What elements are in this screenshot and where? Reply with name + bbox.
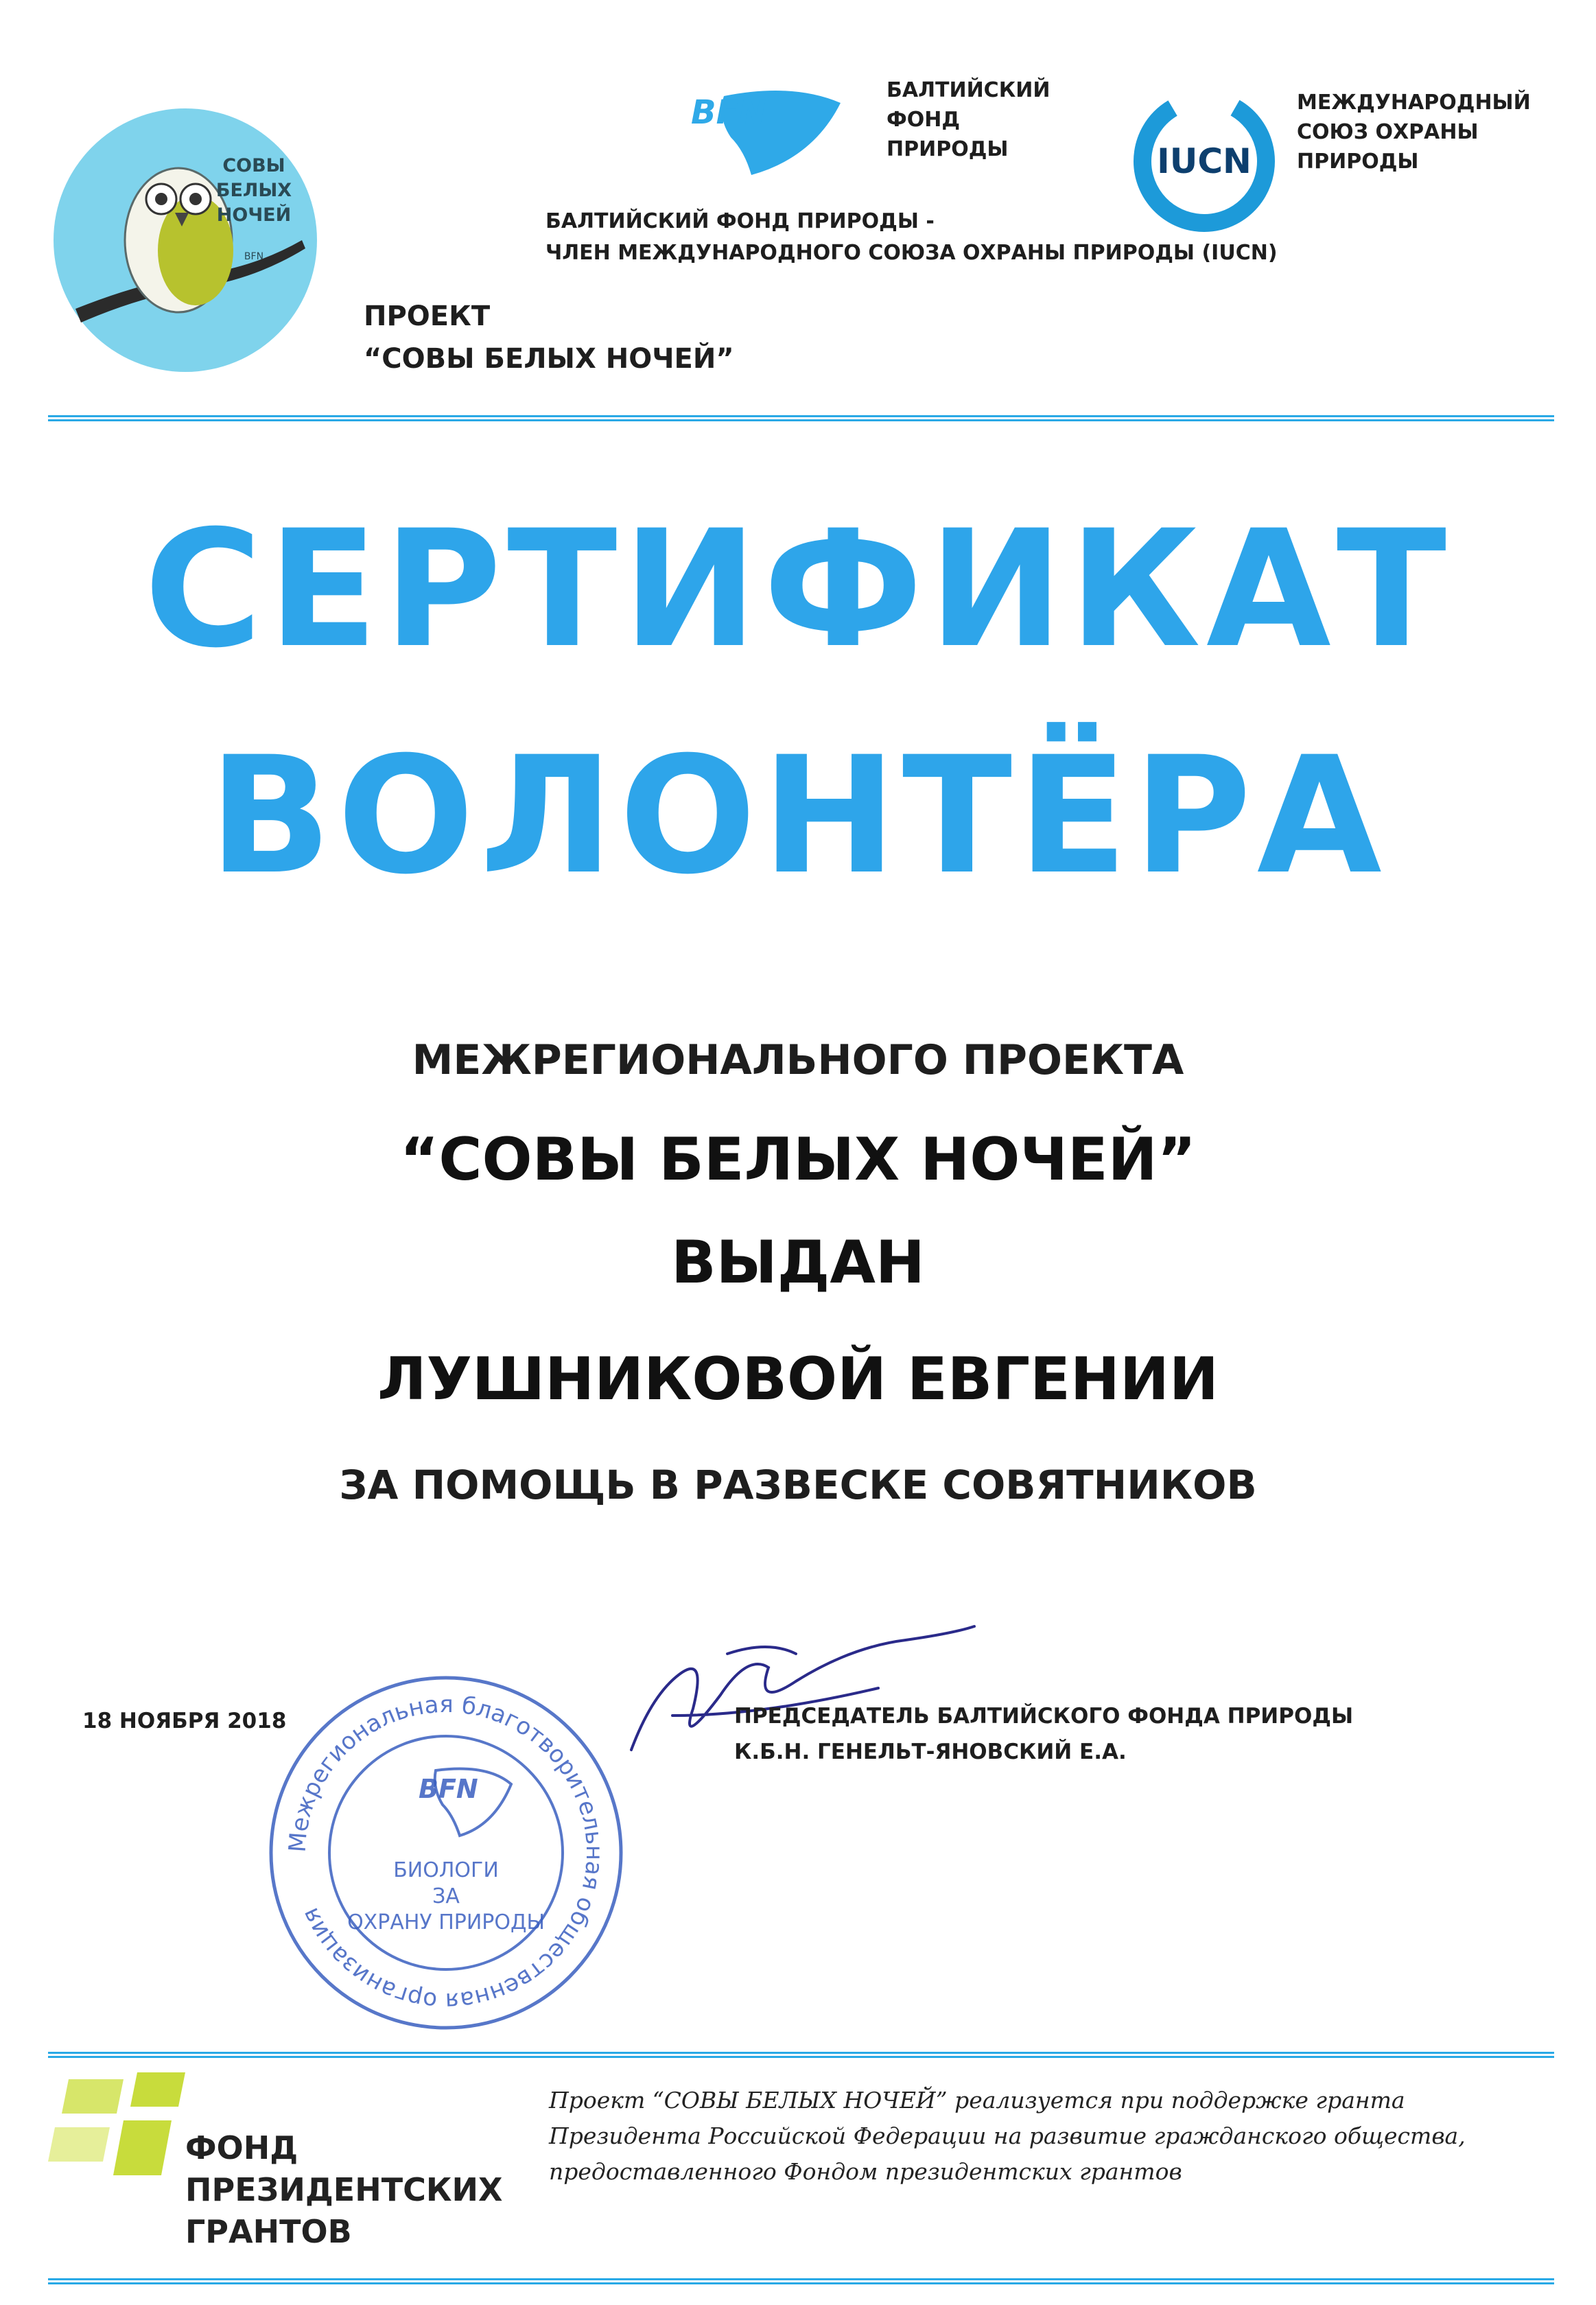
stamp-center-line: ЗА: [432, 1884, 460, 1908]
iucn-name: [1297, 88, 1531, 176]
stamp-center-line: ОХРАНУ ПРИРОДЫ: [347, 1910, 545, 1934]
project-label-line: “СОВЫ БЕЛЫХ НОЧЕЙ”: [364, 343, 734, 375]
owl-logo-text-1: СОВЫ: [222, 155, 285, 176]
membership-line: ЧЛЕН МЕЖДУНАРОДНОГО СОЮЗА ОХРАНЫ ПРИРОДЫ (IUCN): [545, 241, 1278, 265]
body-line-issued: ВЫДАН: [671, 1228, 925, 1297]
presidential-grants-logo: [48, 2059, 192, 2189]
owl-logo-text-3: НОЧЕЙ: [216, 204, 292, 226]
project-label-line: ПРОЕКТ: [364, 301, 491, 332]
bfn-logo-text: BFN: [691, 93, 766, 132]
svg-text:Межрегиональная благотворитель: [284, 1691, 608, 2015]
bottom-rule: [48, 2278, 1554, 2284]
bfn-name: [887, 75, 1050, 164]
grant-note: [549, 2083, 1466, 2190]
iucn-name-line: МЕЖДУНАРОДНЫЙ: [1297, 91, 1531, 115]
stamp-logo-text: BFN: [419, 1774, 478, 1804]
owl-project-logo: [48, 103, 322, 377]
membership-text: [545, 206, 1278, 269]
iucn-name-line: СОЮЗ ОХРАНЫ: [1297, 120, 1479, 144]
recipient-name: ЛУШНИКОВОЙ ЕВГЕНИИ: [377, 1345, 1219, 1414]
grant-fund-name-line: ПРЕЗИДЕНТСКИХ: [185, 2171, 503, 2208]
grant-note-line: Проект “СОВЫ БЕЛЫХ НОЧЕЙ” реализуется при поддержке гранта: [549, 2087, 1405, 2114]
organization-stamp: [261, 1668, 631, 2038]
signatory-position: ПРЕДСЕДАТЕЛЬ БАЛТИЙСКОГО ФОНДА ПРИРОДЫ: [734, 1704, 1354, 1729]
bfn-logo: [676, 75, 847, 185]
signatory: [734, 1698, 1353, 1770]
bfn-name-line: ПРИРОДЫ: [887, 137, 1009, 161]
membership-line: БАЛТИЙСКИЙ ФОНД ПРИРОДЫ -: [545, 209, 935, 233]
bfn-name-line: БАЛТИЙСКИЙ: [887, 78, 1051, 102]
grant-fund-name: [185, 2127, 502, 2253]
body-line-project: “СОВЫ БЕЛЫХ НОЧЕЙ”: [399, 1125, 1197, 1194]
signatory-name: К.Б.Н. ГЕНЕЛЬТ-ЯНОВСКИЙ Е.А.: [734, 1740, 1127, 1764]
certificate-title: СЕРТИФИКАТ: [143, 496, 1453, 683]
grant-fund-name-line: ГРАНТОВ: [185, 2213, 352, 2250]
middle-bottom-rule: [48, 2052, 1554, 2058]
body-line-region: МЕЖРЕГИОНАЛЬНОГО ПРОЕКТА: [412, 1036, 1184, 1084]
volunteer-title: ВОЛОНТЁРА: [209, 723, 1387, 910]
stamp-center-line: БИОЛОГИ: [393, 1858, 499, 1882]
project-label: [364, 295, 734, 380]
grant-note-line: Президента Российской Федерации на развитие гражданского общества,: [549, 2122, 1466, 2149]
body-line-reason: ЗА ПОМОЩЬ В РАЗВЕСКЕ СОВЯТНИКОВ: [339, 1462, 1257, 1508]
top-rule: [48, 415, 1554, 421]
iucn-name-line: ПРИРОДЫ: [1297, 150, 1419, 174]
grant-fund-name-line: ФОНД: [185, 2129, 298, 2166]
iucn-logo-text: IUCN: [1157, 141, 1252, 181]
issue-date: 18 НОЯБРЯ 2018: [82, 1709, 287, 1733]
owl-logo-text-2: БЕЛЫХ: [215, 180, 292, 201]
stamp-ring-text: Межрегиональная благотворительная общественная организация: [283, 1690, 609, 2015]
owl-logo-small-text: BFN: [244, 251, 264, 262]
grant-note-line: предоставленного Фондом президентских грантов: [549, 2158, 1182, 2185]
bfn-name-line: ФОНД: [887, 108, 961, 132]
